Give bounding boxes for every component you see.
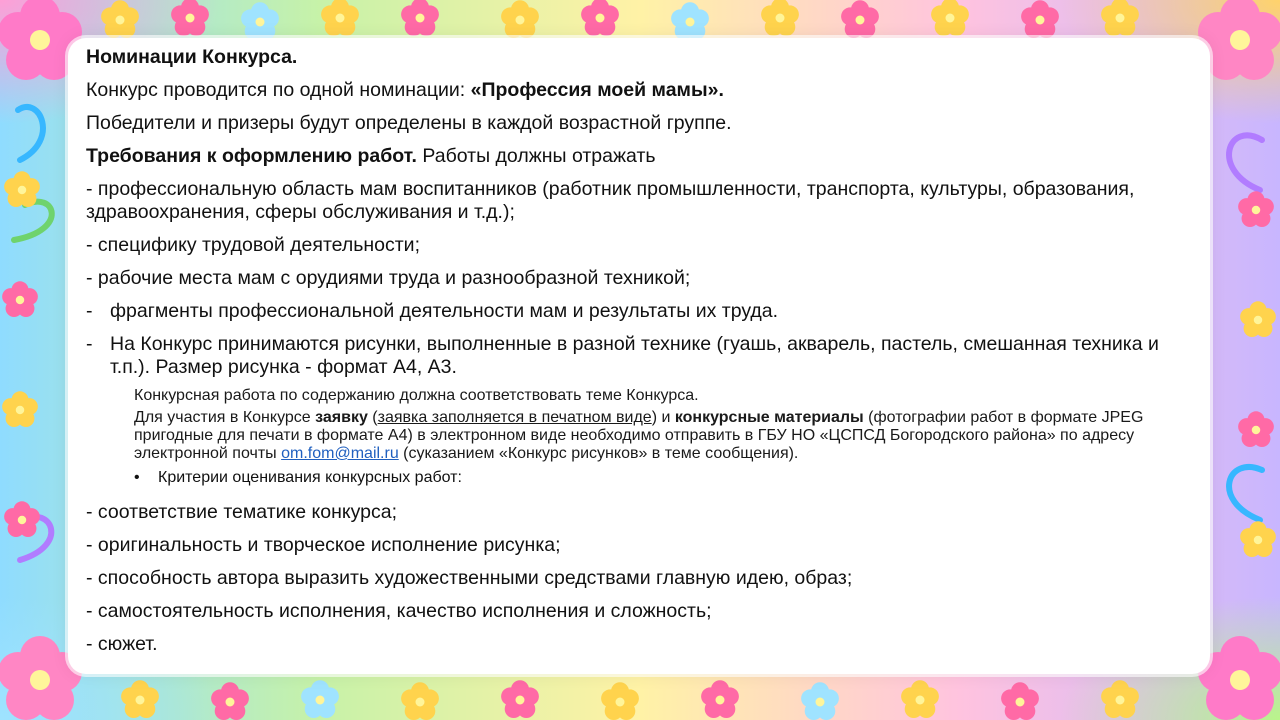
criteria-title: Критерии оценивания конкурсных работ: (158, 469, 462, 486)
bullet-marker: • (134, 469, 140, 486)
hang-item-text: На Конкурс принимаются рисунки, выполненные в разной технике (гуашь, акварель, пастель, смешанная техника и т.п.). Размер рисунка - формат А4, А3. (110, 333, 1159, 378)
nomination-title: «Профессия моей мамы». (470, 79, 724, 101)
hang-item (86, 333, 1196, 379)
requirements-line (86, 145, 1196, 168)
criteria-item: - соответствие тематике конкурса; (86, 501, 398, 523)
small-paragraph (134, 409, 1196, 463)
application-label: заявку (315, 409, 368, 426)
list-item: - рабочие места мам с орудиями труда и разнообразной техникой; (86, 267, 691, 289)
small-p4: (фотографии работ в формате JPEG пригодные для печати в формате А4) в электронном виде необходимо отправить в ГБУ НО «ЦСПСД Богородского района» по адресу электронной почты (134, 409, 1144, 462)
slide-text (86, 46, 1196, 658)
criteria-heading-row (134, 469, 1196, 487)
requirements-rest: Работы должны отражать (416, 145, 656, 167)
winners-line: Победители и призеры будут определены в каждой возрастной группе. (86, 112, 732, 134)
criteria-item: - сюжет. (86, 633, 158, 655)
requirements-title: Требования к оформлению работ. (86, 145, 417, 167)
email-link[interactable]: om.fom@mail.ru (281, 445, 399, 462)
criteria-item: - способность автора выразить художественными средствами главную идею, образ; (86, 567, 853, 589)
list-item: - специфику трудовой деятельности; (86, 234, 420, 256)
nomination-prefix: Конкурс проводится по одной номинации: (86, 79, 471, 101)
heading: Номинации Конкурса. (86, 46, 298, 68)
hang-item (86, 300, 1196, 323)
small-p1: Для участия в Конкурсе (134, 409, 316, 426)
dash-marker: - (86, 300, 93, 322)
criteria-item: - самостоятельность исполнения, качество исполнения и сложность; (86, 600, 712, 622)
application-note: заявка заполняется в печатном виде (377, 409, 652, 426)
small-p5: (суказанием «Конкурс рисунков» в теме сообщения). (398, 445, 799, 462)
small-note: Конкурсная работа по содержанию должна соответствовать теме Конкурса. (134, 387, 699, 404)
hang-item-text: фрагменты профессиональной деятельности мам и результаты их труда. (110, 300, 779, 322)
nomination-line (86, 79, 1196, 102)
materials-label: конкурсные материалы (674, 409, 864, 426)
small-p3: ) и (651, 409, 675, 426)
dash-marker: - (86, 333, 93, 355)
list-item: - профессиональную область мам воспитанников (работник промышленности, транспорта, культуры, образования, здравоохранения, сферы обслуживания и т.д.); (86, 178, 1135, 223)
criteria-item: - оригинальность и творческое исполнение рисунка; (86, 534, 561, 556)
small-p2: ( (367, 409, 378, 426)
